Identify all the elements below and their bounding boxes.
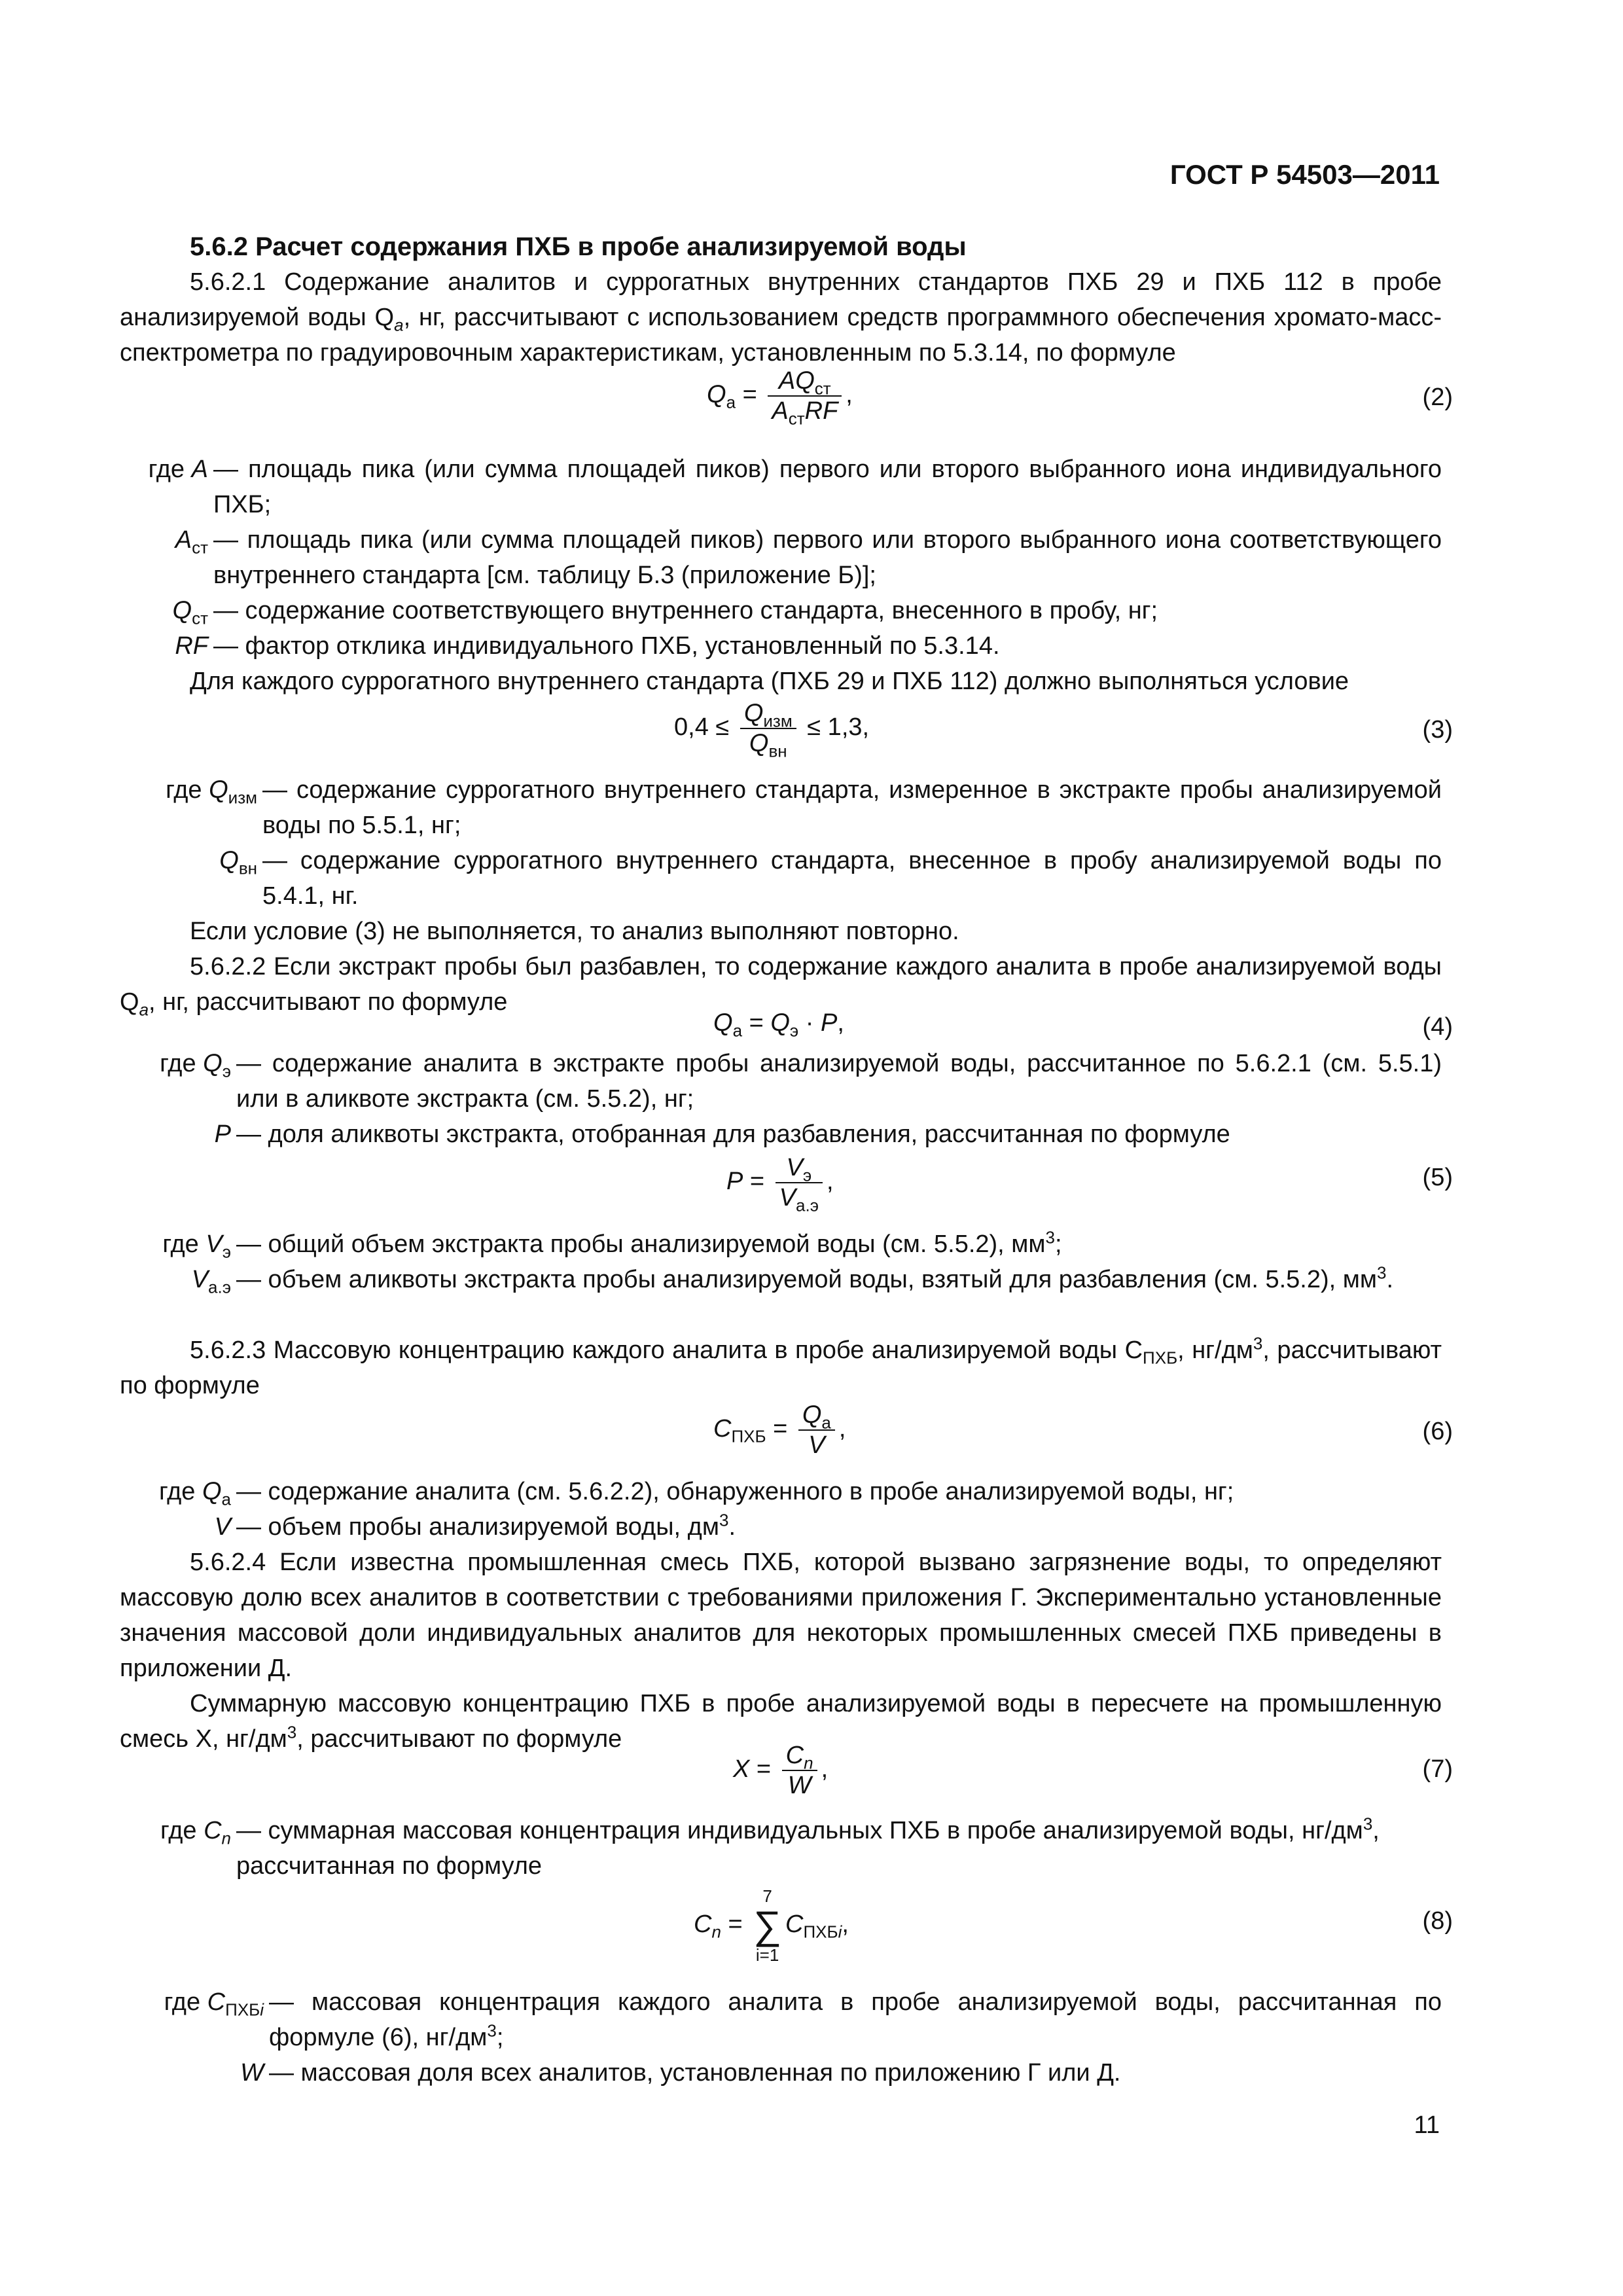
definition-ve-body: — общий объем экстракта пробы анализируемой воды (см. 5.5.2), мм (236, 1230, 1046, 1258)
equation-number-6: (6) (1422, 1418, 1453, 1445)
definition-a-text: — площадь пика (или сумма площадей пиков) первого или второго выбранного иона индивидуального ПХБ; (213, 456, 1442, 518)
definition-qvn: $Q_{вн}$ — содержание суррогатного внутреннего стандарта, внесенное в пробу анализируемой воды по 5.4.1, нг. (120, 843, 1442, 915)
sum-intro-text: Суммарную массовую концентрацию ПХБ в пробе анализируемой воды в пересчете на промышленную смесь X, нг/дм (120, 1690, 1442, 1753)
section-heading: 5.6.2 Расчет содержания ПХБ в пробе анализируемой воды (190, 232, 967, 261)
definition-qa-text: — содержание аналита (см. 5.6.2.2), обнаруженного в пробе анализируемой воды, нг; (236, 1478, 1234, 1505)
definition-a: где A — площадь пика (или сумма площадей пиков) первого или второго выбранного иона индивидуального ПХБ; (120, 452, 1442, 524)
definition-rf-text: — фактор отклика индивидуального ПХБ, установленный по 5.3.14. (213, 632, 1000, 660)
paragraph-5623-tail: , рассчитывают по формуле (120, 1336, 1442, 1399)
where-label: где (148, 456, 185, 483)
paragraph-5622: 5.6.2.2 Если экстракт пробы был разбавлен, то содержание каждого аналита в пробе анализируемой воды $Q_a$, нг, рассчитывают по формуле (120, 953, 1442, 1020)
paragraph-5622-text: 5.6.2.2 Если экстракт пробы был разбавлен, то содержание каждого аналита в пробе анализируемой воды Q (120, 953, 1442, 1016)
paragraph-5621-tail: , нг, рассчитывают с использованием средств программного обеспечения хромато-масс-спектрометра по градуировочным характеристикам, установленным по 5.3.14, по формуле (120, 304, 1442, 367)
equation-number-4: (4) (1422, 1013, 1453, 1041)
definition-ve-text: — общий объем экстракта пробы анализируемой воды (см. 5.5.2), $мм^3$; (236, 1227, 1062, 1258)
where-label: где (160, 1050, 196, 1077)
sum-intro-tail: , рассчитывают по формуле (296, 1725, 622, 1753)
paragraph-5623-unit: , нг/дм (1177, 1336, 1253, 1364)
repeat-note: Если условие (3) не выполняется, то анализ выполняют повторно. (190, 918, 959, 945)
standard-designation: ГОСТ Р 54503—2011 (1169, 159, 1440, 190)
formula-4: $Q_а = Q_э \cdot P$, (713, 1009, 844, 1041)
definition-qizm-text: — содержание суррогатного внутреннего стандарта, измеренное в экстракте пробы анализируемой воды по 5.5.1, нг; (262, 776, 1442, 839)
definition-cpcb-text: — массовая концентрация каждого аналита в пробе анализируемой воды, рассчитанная по формуле (6), $нг/дм^3$; (269, 1988, 1442, 2051)
definition-v: V — объем пробы анализируемой воды, $дм^3$. (120, 1509, 1442, 1545)
sum-upper-limit: 7 (762, 1886, 772, 1906)
equation-number-3: (3) (1422, 716, 1453, 744)
where-label: где (160, 1817, 197, 1844)
paragraph-5622-tail: , нг, рассчитывают по формуле (149, 988, 508, 1016)
definition-cn-text: — суммарная массовая концентрация индивидуальных ПХБ в пробе анализируемой воды, $нг/дм^3$, рассчитанная по формуле (236, 1814, 1380, 1880)
page-number: 11 (1414, 2111, 1440, 2139)
definition-cn-body: — суммарная массовая концентрация индивидуальных ПХБ в пробе анализируемой воды, нг/дм (236, 1817, 1363, 1844)
paragraph-5623: 5.6.2.3 Массовую концентрацию каждого аналита в пробе анализируемой воды $C_{ПХБ}$, $нг/дм^3$, рассчитывают по формуле (120, 1333, 1442, 1399)
sum-intro: Суммарную массовую концентрацию ПХБ в пробе анализируемой воды в пересчете на промышленную смесь X, $нг/дм^3$, рассчитывают по формуле (120, 1690, 1442, 1753)
where-label: где (162, 1230, 199, 1258)
formula-8: $C_n$ = 7 ∑ i=1 $C_{ПХБi}$, (694, 1886, 849, 1965)
summation-sign: 7 ∑ i=1 (753, 1886, 782, 1965)
where-label: где (166, 776, 202, 804)
definition-p: P — доля аликвоты экстракта, отобранная для разбавления, рассчитанная по формуле (120, 1117, 1442, 1152)
definition-cn: где $C_n$ — суммарная массовая концентрация индивидуальных ПХБ в пробе анализируемой воды, $нг/дм^3$, рассчитанная по формуле (120, 1813, 1442, 1885)
equation-number-5: (5) (1422, 1164, 1453, 1191)
paragraph-5621: 5.6.2.1 Содержание аналитов и суррогатных внутренних стандартов ПХБ 29 и ПХБ 112 в пробе анализируемой воды $Q_a$, нг, рассчитывают с использованием средств программного обеспечения хромато-масс-спектрометра по градуировочным характеристикам, установленным по 5.3.14, по формуле (120, 268, 1442, 367)
definition-cpcb: где $C_{ПХБi}$ — массовая концентрация каждого аналита в пробе анализируемой воды, рассчитанная по формуле (6), $нг/дм^3$; (120, 1984, 1442, 2056)
paragraph-5624: 5.6.2.4 Если известна промышленная смесь ПХБ, которой вызвано загрязнение воды, то определяют массовую долю всех аналитов в соответствии с требованиями приложения Г. Экспериментально установленные значения массовой доли индивидуальных аналитов для некоторых промышленных смесей ПХБ приведены в приложении Д. (120, 1549, 1442, 1682)
formula-3: 0,4 ≤ $\frac{Q_{изм}}{Q_{вн}}$ ≤ 1,3, (674, 700, 870, 761)
definition-vae-text: — объем аликвоты экстракта пробы анализируемой воды, взятый для разбавления (см. 5.5.2), $мм^3$. (236, 1263, 1394, 1293)
definition-v-text: — объем пробы анализируемой воды, $дм^3$. (236, 1510, 736, 1541)
definition-vae: $V_{а.э}$ — объем аликвоты экстракта пробы анализируемой воды, взятый для разбавления (см. 5.5.2), $мм^3$. (120, 1262, 1442, 1334)
definition-ast-text: — площадь пика (или сумма площадей пиков) первого или второго выбранного иона соответствующего внутреннего стандарта [см. таблицу Б.3 (приложение Б)]; (213, 526, 1442, 589)
paragraph-5623-text: 5.6.2.3 Массовую концентрацию каждого аналита в пробе анализируемой воды C (190, 1336, 1143, 1364)
definition-qst-text: — содержание соответствующего внутреннего стандарта, внесенного в пробу, нг; (213, 597, 1158, 624)
definition-cn-tail: рассчитанная по формуле (236, 1852, 543, 1880)
definition-cpcb-body: — массовая концентрация каждого аналита в пробе анализируемой воды, рассчитанная по формуле (6), нг/дм (269, 1988, 1442, 2051)
definition-ve: где $V_э$ — общий объем экстракта пробы анализируемой воды (см. 5.5.2), $мм^3$; (120, 1227, 1442, 1262)
where-label: где (164, 1988, 201, 2016)
formula-2: $Q_а$ = $\frac{AQ_{ст}}{A_{ст}RF}$ , (707, 367, 853, 429)
definition-w: W — массовая доля всех аналитов, установленная по приложению Г или Д. (120, 2055, 1442, 2090)
definition-qizm: где $Q_{изм}$ — содержание суррогатного внутреннего стандарта, измеренное в экстракте пробы анализируемой воды по 5.5.1, нг; (120, 772, 1442, 844)
definition-qvn-text: — содержание суррогатного внутреннего стандарта, внесенное в пробу анализируемой воды по 5.4.1, нг. (262, 847, 1442, 910)
definition-ast: $A_{ст}$ — площадь пика (или сумма площадей пиков) первого или второго выбранного иона соответствующего внутреннего стандарта [см. таблицу Б.3 (приложение Б)]; (120, 522, 1442, 594)
definition-qe-text: — содержание аналита в экстракте пробы анализируемой воды, рассчитанное по 5.6.2.1 (см. 5.5.1) или в аликвоте экстракта (см. 5.5.2), нг; (236, 1050, 1442, 1113)
definition-p-text: — доля аликвоты экстракта, отобранная для разбавления, рассчитанная по формуле (236, 1121, 1230, 1148)
definition-qe: где $Q_э$ — содержание аналита в экстракте пробы анализируемой воды, рассчитанное по 5.6.2.1 (см. 5.5.1) или в аликвоте экстракта (см. 5.5.2), нг; (120, 1046, 1442, 1118)
definition-qst: $Q_{ст}$ — содержание соответствующего внутреннего стандарта, внесенного в пробу, нг; (120, 593, 1442, 628)
paragraph-5621-text: 5.6.2.1 Содержание аналитов и суррогатных внутренних стандартов ПХБ 29 и ПХБ 112 в пробе анализируемой воды Q (120, 268, 1442, 331)
formula-7: X = $\frac{C_n}{W}$ , (733, 1742, 829, 1799)
sum-lower-limit: i=1 (755, 1945, 779, 1965)
formula-3-right: ≤ 1,3, (807, 713, 870, 742)
definition-v-body: — объем пробы анализируемой воды, дм (236, 1513, 719, 1541)
definition-qa: где $Q_а$ — содержание аналита (см. 5.6.2.2), обнаруженного в пробе анализируемой воды, нг; (120, 1474, 1442, 1509)
definition-w-text: — массовая доля всех аналитов, установленная по приложению Г или Д. (269, 2059, 1121, 2087)
formula-5: P = $\frac{V_э}{V_{а.э}}$ , (726, 1154, 834, 1215)
formula-3-left: 0,4 ≤ (674, 713, 730, 742)
formula-6: $C_{ПХБ}$ = $\frac{Q_а}{V}$ , (713, 1401, 846, 1459)
condition-intro: Для каждого суррогатного внутреннего стандарта (ПХБ 29 и ПХБ 112) должно выполняться условие (190, 668, 1349, 695)
equation-number-7: (7) (1422, 1755, 1453, 1783)
definition-vae-body: — объем аликвоты экстракта пробы анализируемой воды, взятый для разбавления (см. 5.5.2), мм (236, 1266, 1377, 1293)
equation-number-2: (2) (1422, 384, 1453, 411)
equation-number-8: (8) (1422, 1907, 1453, 1935)
definition-rf: RF — фактор отклика индивидуального ПХБ, установленный по 5.3.14. (120, 628, 1442, 664)
where-label: где (158, 1478, 196, 1505)
